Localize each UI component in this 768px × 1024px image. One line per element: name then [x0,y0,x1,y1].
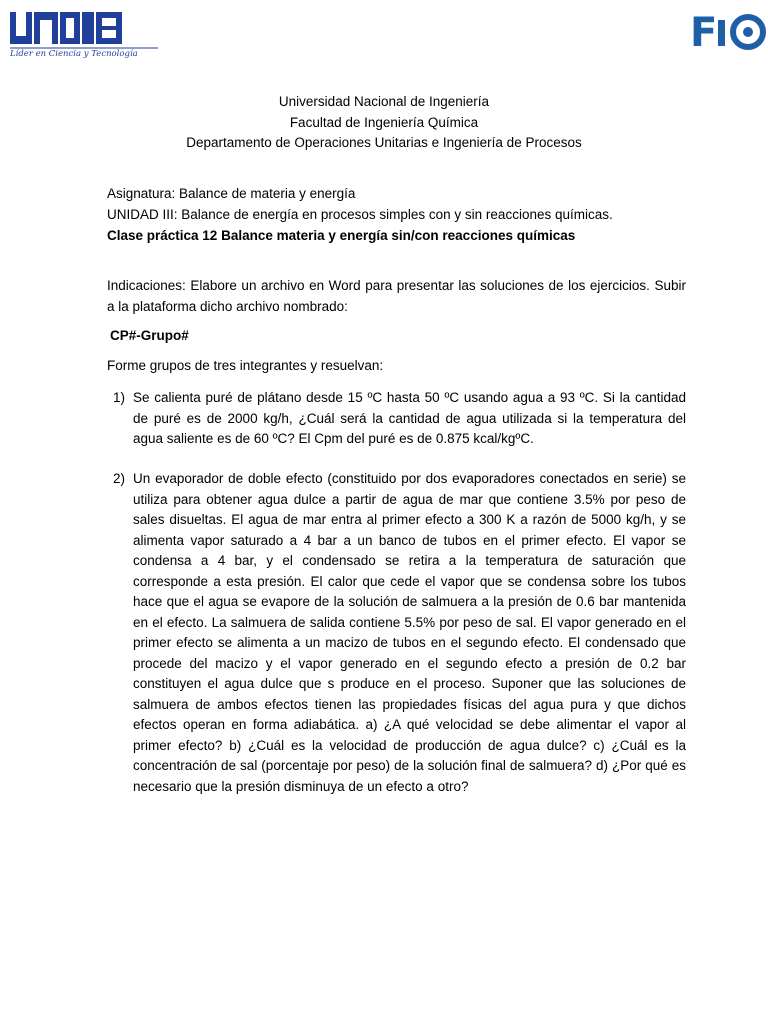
uni-logo-motto: Líder en Ciencia y Tecnología [10,49,138,59]
department-name: Departamento de Operaciones Unitarias e Ingeniería de Procesos [186,135,582,150]
exercise-text: Se calienta puré de plátano desde 15 ºC hasta 50 ºC usando agua a 93 ºC. Si la cantidad de puré es de 2000 kg/h, ¿Cuál será la cantidad de agua utilizada si la temperatura del agua saliente es de 60 ºC? El Cpm del puré es de 0.875 kcal/kgºC. [133,390,686,446]
subject-line: Asignatura: Balance de materia y energía [107,186,356,201]
class-title: Clase práctica 12 Balance materia y energía sin/con reacciones químicas [107,228,576,243]
instructions-paragraph: Indicaciones: Elabore un archivo en Word para presentar las soluciones de los ejercicios. Subir a la plataforma dicho archivo nombrado: [107,278,686,314]
exercise-text: Un evaporador de doble efecto (constituido por dos evaporadores conectados en serie) se utiliza para obtener agua dulce a partir de agua de mar que contiene 3.5% por peso de sales disueltas. El agua de mar entra al primer efecto a 300 K a razón de 5000 kg/h, y se alimenta vapor saturado a 4 bar a un banco de tubos en el primer efecto. El vapor se condensa a 4 bar, y el condensado se retira a la temperatura de saturación que corresponde a esta presión. El calor que cede el vapor que se condensa sobre los tubos hace que el agua se evapore de la solución de salmuera a la presión de 0.6 bar mantenida en el efecto. La salmuera de salida contiene 5.5% por peso de sal. El vapor generado en el primer efecto se alimenta a un macizo de tubos en el segundo efecto. El condensado que procede del macizo y el vapor generado en el segundo efecto a presión de 0.2 bar constituyen el agua dulce que s produce en el proceso. Suponer que las soluciones de salmuera de ambos efectos tienen las propiedades físicas del agua pura y que dichos efectos operan en forma adiabática. a) ¿A qué velocidad se debe alimentar el vapor al primer efecto? b) ¿Cuál es la velocidad de producción de agua dulce? c) ¿Cuál es la concentración de sal (porcentaje por peso) de la solución final de salmuera? d) ¿Por qué es necesario que la presión disminuya de un efecto a otro? [133,471,686,794]
exercise-item [113,469,686,797]
uni-logo [8,8,168,64]
file-name-label: CP#-Grupo# [110,328,189,343]
unit-line: UNIDAD III: Balance de energía en procesos simples con y sin reacciones químicas. [107,207,613,222]
exercise-number: 1) [113,390,126,405]
institution-header [0,92,768,154]
exercise-item [113,388,686,450]
svg-text:F: F [690,10,718,52]
faculty-name: Facultad de Ingeniería Química [289,114,479,130]
university-name: Universidad Nacional de Ingeniería [278,94,490,109]
groups-instruction: Forme grupos de tres integrantes y resuelvan: [107,358,384,373]
exercise-number: 2) [113,471,126,486]
fiq-logo [688,6,768,52]
fiq-logo-mark [688,6,768,52]
course-info [107,183,687,246]
